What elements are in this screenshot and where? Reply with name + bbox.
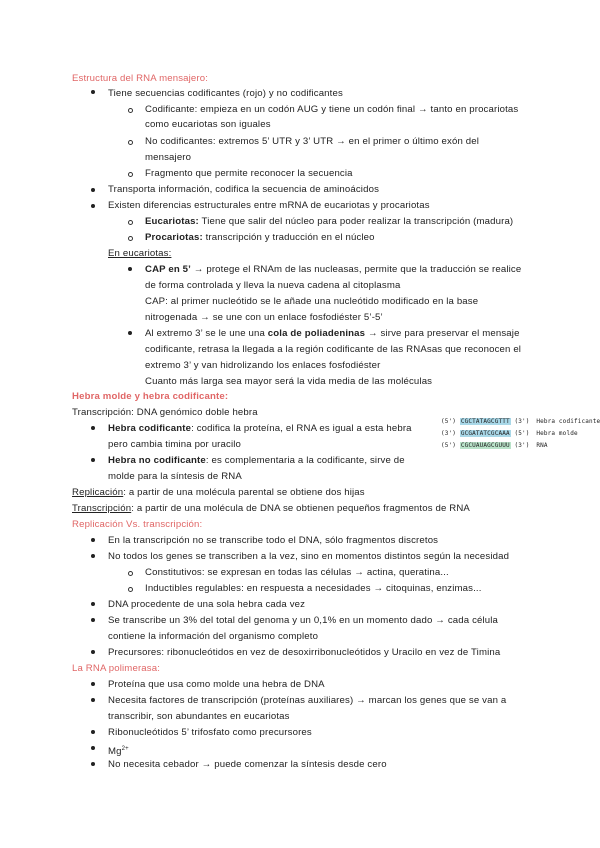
end-label: (3') — [514, 442, 530, 449]
sequence-text: CGCTATAGCGTTT — [460, 418, 510, 425]
list-item: Fragmento que permite reconocer la secuencia — [145, 168, 353, 179]
list-item-cont: transcribir, son abundantes en eucariotas — [108, 711, 290, 722]
term-hebra-no-codificante: Hebra no codificante — [108, 455, 206, 466]
list-item-cont: pero cambia timina por uracilo — [108, 439, 242, 450]
list-item: En la transcripción no se transcribe todo el DNA, sólo fragmentos discretos — [108, 535, 439, 546]
list-item: Necesita factores de transcripción (proteínas auxiliares) → marcan los genes que se van a — [108, 695, 507, 706]
list-item: Codificante: empieza en un codón AUG y tiene un codón final → tanto en procariotas — [145, 104, 519, 115]
term-desc: : es complementaria a la codificante, sirve de — [205, 455, 405, 466]
heading-estructura: Estructura del RNA mensajero: — [72, 73, 209, 84]
list-item-cont: Cuanto más larga sea mayor será la vida media de las moléculas — [145, 376, 433, 387]
list-item: No necesita cebador → puede comenzar la síntesis desde cero — [108, 759, 387, 770]
list-item-cont: molde para la síntesis de RNA — [108, 471, 242, 482]
list-item — [145, 216, 513, 228]
sequence-label: Hebra codificante — [536, 418, 600, 425]
sequence-label: Hebra molde — [536, 430, 578, 437]
term-cap: CAP en 5’ — [145, 264, 191, 275]
term-desc: : a partir de una molécula parental se obtiene dos hijas — [123, 487, 365, 498]
text-run: Al extremo 3’ se le une una — [145, 328, 268, 339]
term-replicacion: Replicación — [72, 487, 124, 498]
heading-hebra: Hebra molde y hebra codificante: — [72, 391, 229, 402]
end-label: (3') — [514, 418, 530, 425]
list-item-cont: como eucariotas son iguales — [145, 119, 271, 130]
list-item: Transporta información, codifica la secuencia de aminoácidos — [108, 184, 380, 195]
list-item-cont: mensajero — [145, 152, 192, 163]
term-desc: Tiene que salir del núcleo para poder realizar la transcripción (madura) — [198, 216, 514, 227]
list-item-cont: codificante, retrasa la llegada a la región codificante de las RNAsas que reconocen el — [145, 344, 522, 355]
paragraph — [72, 487, 365, 499]
list-item-cont: CAP: al primer nucleótido se le añade una nucleótido modificado en la base — [145, 296, 479, 307]
term-eucariotas: Eucariotas: — [145, 216, 199, 227]
term-desc: → protege el RNAm de las nucleasas, permite que la traducción se realice — [190, 264, 522, 275]
sequence-text: GCGATATCGCAAA — [460, 430, 510, 437]
paragraph — [72, 503, 470, 515]
end-label: (5') — [514, 430, 530, 437]
list-item — [108, 423, 412, 435]
text-run: → sirve para preservar el mensaje — [365, 328, 520, 339]
list-item: Inductibles regulables: en respuesta a necesidades → citoquinas, enzimas... — [145, 583, 482, 594]
list-item — [145, 264, 521, 276]
paragraph: Transcripción: DNA genómico doble hebra — [72, 407, 258, 418]
term-procariotas: Procariotas: — [145, 232, 203, 243]
list-item — [145, 328, 520, 340]
list-item: No todos los genes se transcriben a la vez, sino en momentos distintos según la necesidad — [108, 551, 510, 562]
term-cola: cola de poliadeninas — [267, 328, 366, 339]
term-transcripcion: Transcripción — [72, 503, 132, 514]
sequence-row — [441, 442, 548, 450]
list-item: Se transcribe un 3% del total del genoma y un 0,1% en un momento dado → cada célula — [108, 615, 499, 626]
heading-rna-polimerasa: La RNA polimerasa: — [72, 663, 161, 674]
sequence-text: CGCUAUAGCGUUU — [460, 442, 510, 449]
term-hebra-codificante: Hebra codificante — [108, 423, 192, 434]
list-item-cont: nitrogenada → se une con un enlace fosfodiéster 5’-5’ — [145, 312, 383, 323]
end-label: (5') — [441, 418, 457, 425]
heading-replicacion-vs: Replicación Vs. transcripción: — [72, 519, 203, 530]
text-run: Mg — [108, 746, 122, 758]
end-label: (3') — [441, 430, 457, 437]
list-item: Ribonucleótidos 5’ trifosfato como precursores — [108, 727, 312, 738]
subheading-eucariotas: En eucariotas: — [108, 248, 172, 259]
list-item: Existen diferencias estructurales entre mRNA de eucariotas y procariotas — [108, 200, 430, 211]
superscript: 2+ — [121, 746, 129, 752]
list-item: No codificantes: extremos 5’ UTR y 3’ UTR → en el primer o último exón del — [145, 136, 480, 147]
term-desc: : a partir de una molécula de DNA se obtienen pequeños fragmentos de RNA — [131, 503, 470, 514]
list-item-cont: de forma controlada y lleva la nueva cadena al citoplasma — [145, 280, 401, 291]
list-item-cont: contiene la información del organismo completo — [108, 631, 319, 642]
list-item-cont: extremo 3’ y van hidrolizando los enlaces fosfodiéster — [145, 360, 381, 371]
sequence-row — [441, 430, 578, 438]
sequence-row — [441, 418, 600, 426]
sequence-label: RNA — [536, 442, 548, 449]
term-desc: transcripción y traducción en el núcleo — [202, 232, 375, 243]
end-label: (5') — [441, 442, 457, 449]
list-item: Proteína que usa como molde una hebra de DNA — [108, 679, 325, 690]
list-item: Tiene secuencias codificantes (rojo) y no codificantes — [108, 88, 343, 99]
list-item — [108, 455, 405, 467]
list-item: Precursores: ribonucleótidos en vez de desoxirribonucleótidos y Uracilo en vez de Timina — [108, 647, 501, 658]
term-desc: : codifica la proteína, el RNA es igual a esta hebra — [191, 423, 412, 434]
list-item: Constitutivos: se expresan en todas las células → actina, queratina... — [145, 567, 449, 578]
list-item: DNA procedente de una sola hebra cada vez — [108, 599, 306, 610]
list-item — [108, 743, 129, 758]
list-item — [145, 232, 375, 244]
